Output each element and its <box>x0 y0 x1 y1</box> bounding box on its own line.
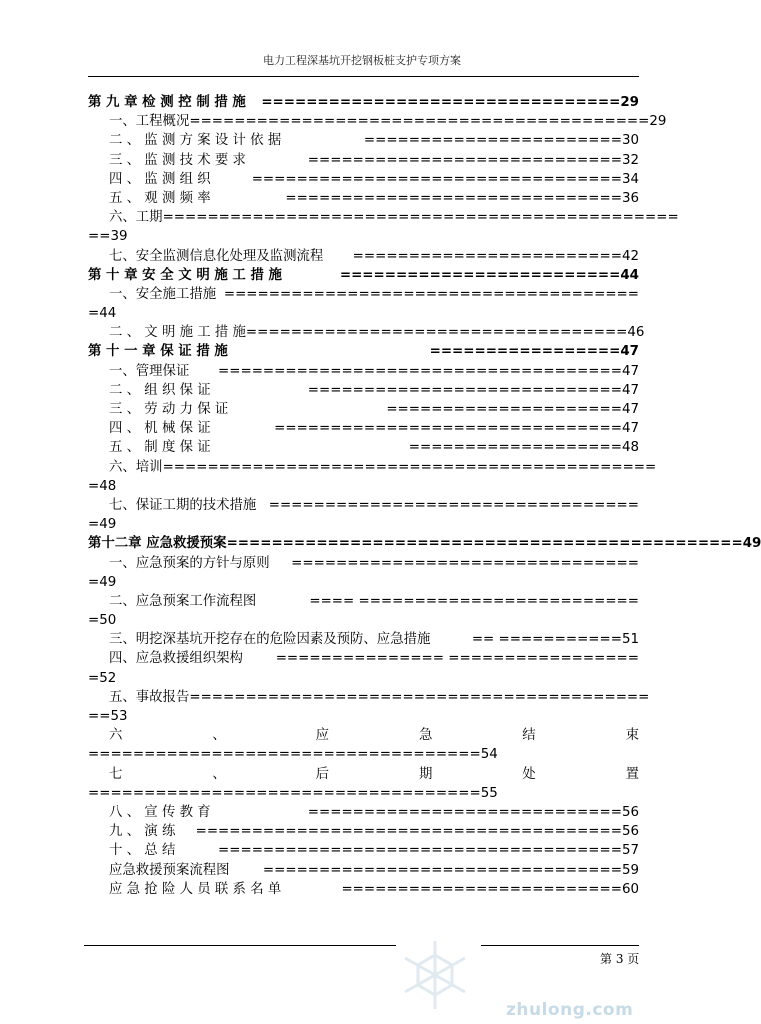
toc-entry[interactable] <box>88 707 639 726</box>
toc-entry-page: 52 <box>99 670 117 686</box>
toc-entry-label: 六、工期 <box>109 210 163 226</box>
toc-entry-leader: = <box>88 670 100 686</box>
toc-entry-leader: ===================== <box>386 402 622 417</box>
toc-entry-label: 三 、 劳 动 力 保 证 <box>109 402 229 417</box>
toc-entry-leader: ======================= <box>363 133 622 149</box>
toc-entry-page: 44 <box>99 306 117 322</box>
toc-entry-label: 第 十 一 章 保 证 措 施 <box>88 344 228 360</box>
toc-entry-leader: ========================================= <box>189 114 650 130</box>
toc-entry-leader: ====================================== <box>195 824 622 840</box>
toc-entry-page: 44 <box>620 267 639 283</box>
toc-entry[interactable] <box>88 477 639 496</box>
toc-entry-page: 46 <box>627 325 645 341</box>
toc-entry-leader: ============================ <box>307 382 622 398</box>
table-of-contents <box>88 93 761 899</box>
toc-entry-leader: ==================================== <box>218 363 622 379</box>
toc-entry-leader: ========================= ==== <box>309 593 639 609</box>
toc-entry-leader: ================= <box>429 344 621 360</box>
toc-entry[interactable] <box>88 573 639 592</box>
toc-entry-page: 56 <box>621 824 639 840</box>
toc-entry-label: 一、应急预案的方针与原则 <box>109 555 270 571</box>
toc-entry-label: 六、培训 <box>109 459 163 475</box>
toc-entry-label: 四 、 机 械 保 证 <box>109 421 211 437</box>
toc-entry[interactable] <box>88 151 639 170</box>
toc-entry-label-part: 急 <box>418 728 433 744</box>
toc-entry-label: 五、事故报告 <box>109 689 190 705</box>
toc-entry[interactable] <box>88 822 639 841</box>
toc-entry-label: 第 九 章 检 测 控 制 措 施 <box>88 95 246 110</box>
toc-entry-page: 57 <box>621 843 639 859</box>
toc-entry[interactable] <box>88 630 639 649</box>
toc-entry-leader: =================================== <box>88 785 481 801</box>
toc-entry-label-part: 、 <box>212 766 226 782</box>
toc-entry-page: 47 <box>621 402 639 417</box>
toc-entry[interactable] <box>88 669 639 688</box>
toc-entry-leader: == <box>88 709 111 724</box>
toc-entry[interactable] <box>88 726 639 745</box>
snowflake-logo-icon <box>395 935 475 1015</box>
toc-entry[interactable] <box>88 534 761 553</box>
toc-entry[interactable] <box>88 841 639 860</box>
toc-entry-label-part: 七 <box>109 766 123 782</box>
toc-entry-leader: ========================================= <box>189 689 650 705</box>
watermark-text: zhulong.com <box>506 1000 634 1020</box>
toc-entry-label: 九 、 演 练 <box>109 824 176 840</box>
toc-entry-page: 47 <box>621 382 639 398</box>
toc-entry[interactable] <box>88 131 639 150</box>
toc-entry-label: 第 十 章 安 全 文 明 施 工 措 施 <box>88 267 282 283</box>
toc-entry-leader: ================================== <box>245 325 628 341</box>
toc-entry-page: 53 <box>110 709 128 724</box>
toc-entry-leader: =========== == <box>471 632 622 648</box>
toc-entry-page: 32 <box>621 152 639 168</box>
toc-entry[interactable] <box>88 381 639 400</box>
toc-entry[interactable] <box>88 170 639 189</box>
toc-entry[interactable] <box>88 189 639 208</box>
toc-entry-label-part: 束 <box>625 728 639 744</box>
toc-entry-leader: ============================ <box>307 804 622 820</box>
toc-entry-leader: ============================================ <box>162 459 657 475</box>
toc-entry-leader: ========================= <box>341 881 622 897</box>
toc-entry-label: 一、工程概况 <box>109 114 190 130</box>
toc-entry-page: 29 <box>649 114 667 130</box>
toc-entry-leader: ============================================== <box>226 536 743 552</box>
toc-entry[interactable] <box>88 458 657 477</box>
toc-entry[interactable] <box>88 342 639 361</box>
toc-entry[interactable] <box>88 247 639 266</box>
toc-entry-label-part: 后 <box>315 766 330 782</box>
header-divider <box>88 76 639 77</box>
toc-entry[interactable] <box>88 419 639 438</box>
toc-entry-label: 二 、 组 织 保 证 <box>109 382 211 398</box>
toc-entry-page: 47 <box>621 421 639 437</box>
page-number: 第 3 页 <box>600 952 640 966</box>
toc-entry[interactable] <box>88 362 639 381</box>
toc-entry-page: 29 <box>620 95 639 110</box>
toc-entry-label-part: 、 <box>212 728 226 744</box>
toc-entry-label-part: 结 <box>522 728 536 744</box>
toc-entry[interactable] <box>88 323 645 342</box>
toc-entry-leader: ================================ <box>261 95 621 110</box>
toc-entry-label: 一、管理保证 <box>109 363 190 379</box>
toc-entry-page: 42 <box>621 248 639 264</box>
toc-entry-page: 48 <box>621 440 639 456</box>
toc-entry-label: 五 、 制 度 保 证 <box>109 440 211 456</box>
toc-entry-page: 34 <box>621 171 639 187</box>
toc-entry-label: 八 、 宣 传 教 育 <box>109 804 211 820</box>
toc-entry-continuation <box>88 784 639 803</box>
toc-entry[interactable] <box>88 496 639 515</box>
toc-entry-label: 二 、 监 测 方 案 设 计 依 据 <box>109 133 282 149</box>
toc-entry-label: 三 、 监 测 技 术 要 求 <box>109 152 246 168</box>
toc-entry-page: 36 <box>621 190 639 206</box>
toc-entry-leader: = <box>88 517 100 533</box>
toc-entry-leader: ================================= <box>268 497 639 513</box>
toc-entry-label: 五 、 观 测 频 率 <box>109 190 211 206</box>
toc-entry-page: 39 <box>110 229 128 245</box>
toc-entry-leader: == <box>88 229 111 245</box>
toc-entry-label: 第十二章 应急救援预案 <box>88 536 227 552</box>
toc-entry[interactable] <box>88 208 679 227</box>
toc-entry-page: 51 <box>621 632 639 648</box>
toc-entry-leader: ================= =============== <box>275 651 639 667</box>
toc-entry-leader: =============================== <box>274 421 622 437</box>
toc-entry-leader: ============================================== <box>162 210 679 226</box>
document-header-title: 电力工程深基坑开挖钢板桩支护专项方案 <box>263 54 461 67</box>
toc-entry-leader: ===================================== <box>223 286 639 302</box>
toc-entry-leader: =================================== <box>88 747 481 763</box>
toc-entry-leader: ============================== <box>285 190 622 206</box>
toc-entry-continuation <box>88 745 639 764</box>
toc-entry[interactable] <box>88 227 639 246</box>
toc-entry[interactable] <box>88 861 639 880</box>
toc-entry-leader: ============================ <box>307 152 622 168</box>
toc-entry-page: 54 <box>480 747 498 763</box>
footer-divider-left <box>84 945 396 946</box>
toc-entry-page: 49 <box>99 517 117 533</box>
toc-entry-label-part: 置 <box>625 766 639 782</box>
toc-entry-label: 四、应急救援组织架构 <box>109 651 243 667</box>
toc-entry-label: 四 、 监 测 组 织 <box>109 171 211 187</box>
toc-entry[interactable] <box>88 438 639 457</box>
toc-entry-leader: ======================== <box>352 248 622 264</box>
toc-entry-leader: ================================ <box>262 862 622 878</box>
toc-entry[interactable] <box>88 611 639 630</box>
toc-entry-label: 应急救援预案流程图 <box>109 862 230 878</box>
toc-entry[interactable] <box>88 592 639 611</box>
toc-entry-label: 十 、 总 结 <box>109 843 176 859</box>
toc-entry[interactable] <box>88 649 639 668</box>
toc-entry-label-part: 应 <box>315 728 330 744</box>
toc-entry[interactable] <box>88 765 639 784</box>
toc-entry[interactable] <box>88 515 639 534</box>
toc-entry-leader: ================================= <box>251 171 622 187</box>
toc-entry[interactable] <box>88 803 639 822</box>
toc-entry-label: 二 、 文 明 施 工 措 施 <box>109 325 246 341</box>
toc-entry-page: 47 <box>621 363 639 379</box>
toc-entry[interactable] <box>88 400 639 419</box>
toc-entry-label-part: 期 <box>418 766 433 782</box>
toc-entry[interactable] <box>88 112 667 131</box>
toc-entry-page: 30 <box>621 133 639 149</box>
toc-entry-page: 59 <box>621 862 639 878</box>
toc-entry-label: 七、安全监测信息化处理及监测流程 <box>109 248 324 264</box>
toc-entry-page: 49 <box>742 536 761 552</box>
toc-entry-leader: =================== <box>408 440 622 456</box>
toc-entry-page: 49 <box>99 574 117 590</box>
toc-entry-leader: = <box>88 574 100 590</box>
toc-entry-label: 一、安全施工措施 <box>109 286 217 302</box>
toc-entry-leader: = <box>88 306 100 322</box>
toc-entry[interactable] <box>88 880 639 899</box>
toc-entry[interactable] <box>88 266 639 285</box>
toc-entry-leader: =============================== <box>291 555 639 571</box>
toc-entry-page: 60 <box>621 881 639 897</box>
toc-entry-label: 三、明挖深基坑开挖存在的危险因素及预防、应急措施 <box>109 632 431 648</box>
toc-entry[interactable] <box>88 688 650 707</box>
toc-entry-leader: ==================================== <box>218 843 622 859</box>
toc-entry-page: 55 <box>480 785 498 801</box>
toc-entry-label: 应 急 抢 险 人 员 联 系 名 单 <box>109 881 282 897</box>
toc-entry-label-part: 六 <box>109 728 123 744</box>
toc-entry-page: 56 <box>621 804 639 820</box>
toc-entry-page: 47 <box>620 344 639 360</box>
toc-entry-label: 七、保证工期的技术措施 <box>109 497 257 513</box>
toc-entry[interactable] <box>88 554 639 573</box>
toc-entry-label-part: 处 <box>522 766 536 782</box>
footer-divider-right <box>481 945 639 946</box>
toc-entry-leader: = <box>88 613 100 629</box>
toc-entry-leader: = <box>88 478 100 494</box>
toc-entry[interactable] <box>88 304 639 323</box>
toc-entry-page: 48 <box>99 478 117 494</box>
toc-entry-page: 50 <box>99 613 117 629</box>
toc-entry[interactable] <box>88 93 639 112</box>
toc-entry-label: 二、应急预案工作流程图 <box>109 593 257 609</box>
toc-entry-leader: ========================= <box>339 267 621 283</box>
toc-entry[interactable] <box>88 285 639 304</box>
